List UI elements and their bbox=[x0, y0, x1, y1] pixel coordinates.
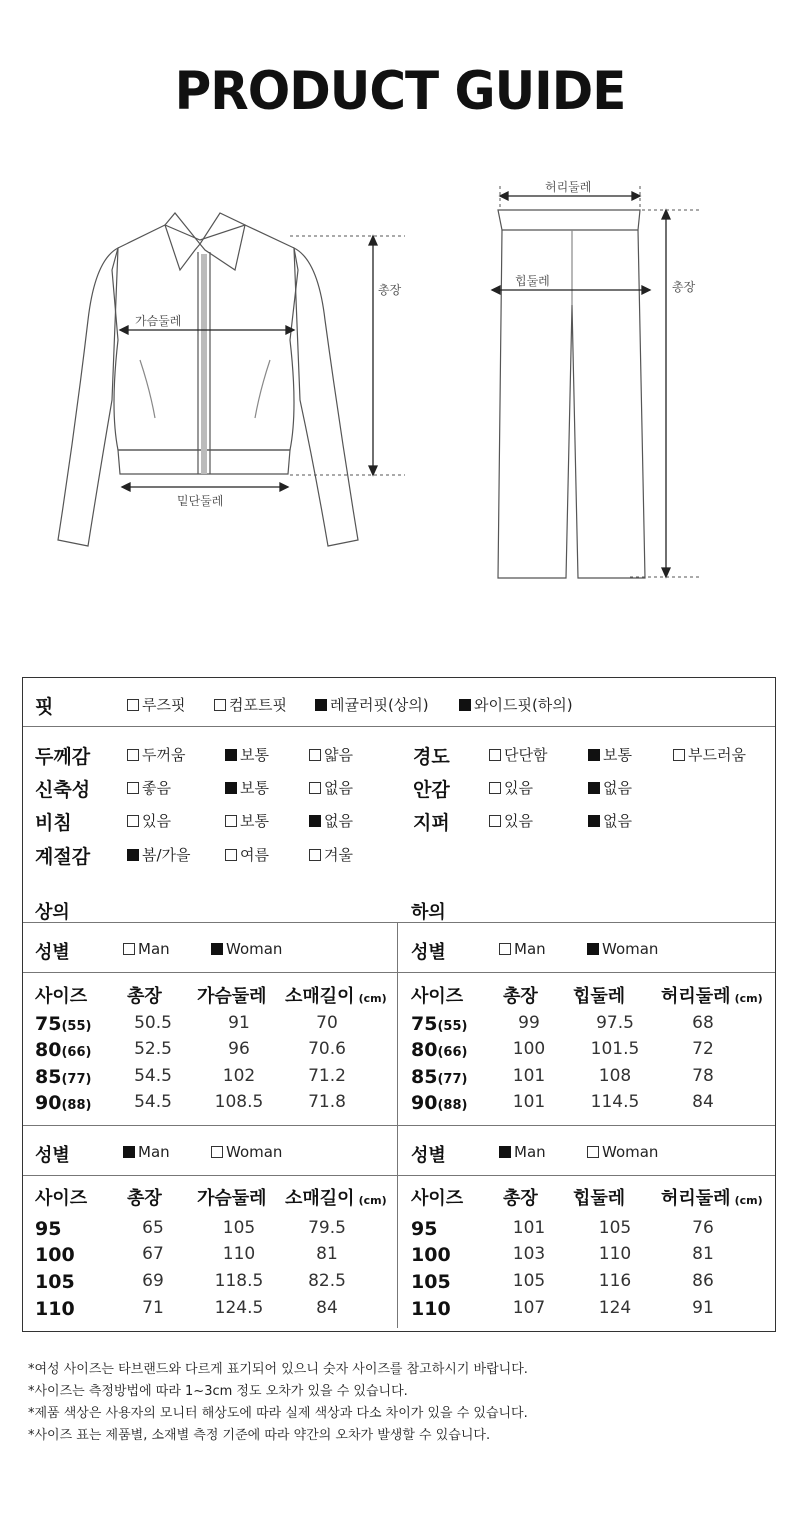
bottom-hip-label: 힙둘레 bbox=[515, 274, 550, 288]
option-text: Woman bbox=[226, 1143, 283, 1161]
column-header bbox=[197, 982, 267, 1008]
table-cell: 71 bbox=[142, 1298, 164, 1318]
property-option bbox=[489, 744, 547, 765]
fit-option bbox=[459, 694, 573, 715]
size-value: 90 bbox=[411, 1092, 438, 1114]
size-sub: (88) bbox=[437, 1098, 468, 1113]
table-cell: 84 bbox=[692, 1092, 714, 1112]
empty-box-icon bbox=[225, 849, 237, 861]
header-text: 허리둘레 bbox=[661, 986, 731, 1007]
gender-option bbox=[123, 940, 170, 958]
size-guide-table bbox=[22, 677, 776, 1332]
table-cell: 110 bbox=[222, 1244, 256, 1264]
option-text: 보통 bbox=[240, 746, 269, 764]
size-label bbox=[35, 1013, 91, 1035]
table-cell: 101 bbox=[512, 1066, 546, 1086]
gender-option bbox=[587, 940, 658, 958]
table-cell: 50.5 bbox=[134, 1013, 172, 1033]
gender-option bbox=[499, 1143, 546, 1161]
top-length-label: 총장 bbox=[378, 283, 402, 297]
property-option bbox=[127, 810, 171, 831]
option-text: 여름 bbox=[240, 846, 269, 864]
option-text: 얇음 bbox=[324, 746, 353, 764]
note-line: *제품 색상은 사용자의 모니터 해상도에 따라 실제 색상과 다소 차이가 있을 수 있습니다. bbox=[28, 1406, 528, 1421]
empty-box-icon bbox=[123, 943, 135, 955]
size-value: 75 bbox=[411, 1013, 438, 1035]
gender-option bbox=[123, 1143, 170, 1161]
option-text: 루즈핏 bbox=[142, 696, 186, 714]
checked-box-icon bbox=[225, 782, 237, 794]
option-text: 있음 bbox=[504, 779, 533, 797]
column-header bbox=[661, 1184, 763, 1210]
table-cell: 81 bbox=[692, 1244, 714, 1264]
header-text: 총장 bbox=[127, 986, 162, 1007]
gender-option bbox=[587, 1143, 658, 1161]
gender-option bbox=[211, 1143, 282, 1161]
table-cell: 70.6 bbox=[308, 1039, 346, 1059]
empty-box-icon bbox=[127, 815, 139, 827]
property-option bbox=[309, 844, 353, 865]
property-option bbox=[127, 744, 185, 765]
option-text: Woman bbox=[602, 940, 659, 958]
empty-box-icon bbox=[309, 749, 321, 761]
empty-box-icon bbox=[127, 782, 139, 794]
option-text: 없음 bbox=[603, 812, 632, 830]
option-text: 겨울 bbox=[324, 846, 353, 864]
size-label bbox=[411, 1298, 451, 1320]
fit-option bbox=[214, 694, 287, 715]
size-label bbox=[411, 1066, 467, 1088]
header-text: 소매길이 bbox=[285, 1188, 355, 1209]
size-value: 100 bbox=[411, 1244, 451, 1266]
size-label bbox=[411, 1092, 467, 1114]
property-label: 경도 bbox=[413, 746, 450, 768]
size-sub: (77) bbox=[437, 1072, 468, 1087]
table-cell: 99 bbox=[518, 1013, 540, 1033]
empty-box-icon bbox=[211, 1146, 223, 1158]
option-text: Woman bbox=[602, 1143, 659, 1161]
table-cell: 100 bbox=[512, 1039, 546, 1059]
size-label bbox=[35, 1092, 91, 1114]
table-cell: 105 bbox=[598, 1218, 632, 1238]
size-sub: (66) bbox=[437, 1045, 468, 1060]
table-cell: 102 bbox=[222, 1066, 256, 1086]
size-value: 80 bbox=[35, 1039, 62, 1061]
empty-box-icon bbox=[225, 815, 237, 827]
table-cell: 103 bbox=[512, 1244, 546, 1264]
column-header bbox=[503, 1184, 538, 1210]
gender-option bbox=[499, 940, 546, 958]
gender-label: 성별 bbox=[35, 942, 70, 963]
header-text: 총장 bbox=[503, 1188, 538, 1209]
checked-box-icon bbox=[225, 749, 237, 761]
property-label: 지퍼 bbox=[413, 812, 450, 834]
table-cell: 52.5 bbox=[134, 1039, 172, 1059]
empty-box-icon bbox=[127, 699, 139, 711]
column-header bbox=[411, 982, 463, 1008]
table-cell: 81 bbox=[316, 1244, 338, 1264]
table-cell: 67 bbox=[142, 1244, 164, 1264]
bottom-waist-label: 허리둘레 bbox=[545, 180, 592, 194]
option-text: 없음 bbox=[324, 812, 353, 830]
note-line: *사이즈 표는 제품별, 소재별 측정 기준에 따라 약간의 오차가 발생할 수 있습니다. bbox=[28, 1428, 491, 1443]
header-text: 가슴둘레 bbox=[197, 986, 267, 1007]
top-hem-label: 밑단둘레 bbox=[177, 494, 224, 508]
table-cell: 79.5 bbox=[308, 1218, 346, 1238]
bottom-section-title: 하의 bbox=[411, 902, 446, 923]
table-cell: 91 bbox=[228, 1013, 250, 1033]
option-text: 봄/가을 bbox=[142, 846, 191, 864]
table-cell: 107 bbox=[512, 1298, 546, 1318]
table-cell: 82.5 bbox=[308, 1271, 346, 1291]
option-text: Man bbox=[138, 940, 170, 958]
column-header bbox=[503, 982, 538, 1008]
table-cell: 72 bbox=[692, 1039, 714, 1059]
column-header bbox=[197, 1184, 267, 1210]
column-header bbox=[573, 1184, 625, 1210]
property-option bbox=[127, 844, 191, 865]
size-label bbox=[35, 1298, 75, 1320]
size-label bbox=[411, 1218, 437, 1240]
option-text: 좋음 bbox=[142, 779, 171, 797]
gender-label: 성별 bbox=[411, 942, 446, 963]
gender-label: 성별 bbox=[35, 1145, 70, 1166]
empty-box-icon bbox=[309, 849, 321, 861]
size-sub: (77) bbox=[61, 1072, 92, 1087]
size-value: 105 bbox=[35, 1271, 75, 1293]
column-header bbox=[411, 1184, 463, 1210]
header-text: 총장 bbox=[503, 986, 538, 1007]
size-label bbox=[411, 1244, 451, 1266]
empty-box-icon bbox=[489, 815, 501, 827]
size-value: 85 bbox=[411, 1066, 438, 1088]
unit-label: (cm) bbox=[358, 992, 387, 1005]
table-cell: 84 bbox=[316, 1298, 338, 1318]
header-text: 사이즈 bbox=[411, 986, 464, 1007]
size-value: 90 bbox=[35, 1092, 62, 1114]
empty-box-icon bbox=[673, 749, 685, 761]
empty-box-icon bbox=[127, 749, 139, 761]
note-line: *사이즈는 측정방법에 따라 1~3cm 정도 오차가 있을 수 있습니다. bbox=[28, 1384, 408, 1399]
unit-label: (cm) bbox=[734, 1194, 763, 1207]
checked-box-icon bbox=[309, 815, 321, 827]
property-option bbox=[489, 777, 533, 798]
option-text: 단단함 bbox=[504, 746, 548, 764]
property-option bbox=[309, 744, 353, 765]
table-cell: 71.2 bbox=[308, 1066, 346, 1086]
checked-box-icon bbox=[315, 699, 327, 711]
table-cell: 65 bbox=[142, 1218, 164, 1238]
property-label: 두께감 bbox=[35, 746, 91, 768]
column-header bbox=[35, 1184, 87, 1210]
property-option bbox=[309, 810, 353, 831]
option-text: 보통 bbox=[240, 779, 269, 797]
column-header bbox=[573, 982, 625, 1008]
note-line: *여성 사이즈는 타브랜드와 다르게 표기되어 있으니 숫자 사이즈를 참고하시기 바랍니다. bbox=[28, 1362, 528, 1377]
option-text: 보통 bbox=[240, 812, 269, 830]
option-text: 없음 bbox=[324, 779, 353, 797]
table-cell: 105 bbox=[222, 1218, 256, 1238]
header-text: 힙둘레 bbox=[573, 986, 626, 1007]
option-text: 있음 bbox=[142, 812, 171, 830]
table-cell: 110 bbox=[598, 1244, 632, 1264]
size-sub: (55) bbox=[61, 1019, 92, 1034]
table-cell: 105 bbox=[512, 1271, 546, 1291]
checked-box-icon bbox=[588, 782, 600, 794]
empty-box-icon bbox=[587, 1146, 599, 1158]
option-text: 와이드핏(하의) bbox=[474, 696, 573, 714]
option-text: 컴포트핏 bbox=[229, 696, 287, 714]
table-cell: 101.5 bbox=[590, 1039, 640, 1059]
size-value: 110 bbox=[411, 1298, 451, 1320]
unit-label: (cm) bbox=[734, 992, 763, 1005]
size-sub: (66) bbox=[61, 1045, 92, 1060]
header-text: 사이즈 bbox=[35, 986, 88, 1007]
checked-box-icon bbox=[499, 1146, 511, 1158]
checked-box-icon bbox=[127, 849, 139, 861]
header-text: 소매길이 bbox=[285, 986, 355, 1007]
option-text: Man bbox=[514, 940, 546, 958]
checked-box-icon bbox=[123, 1146, 135, 1158]
gender-option bbox=[211, 940, 282, 958]
column-header bbox=[285, 982, 387, 1008]
empty-box-icon bbox=[489, 782, 501, 794]
property-option bbox=[225, 810, 269, 831]
checked-box-icon bbox=[211, 943, 223, 955]
top-chest-label: 가슴둘레 bbox=[135, 314, 182, 328]
column-header bbox=[127, 982, 162, 1008]
size-value: 80 bbox=[411, 1039, 438, 1061]
size-value: 100 bbox=[35, 1244, 75, 1266]
size-value: 75 bbox=[35, 1013, 62, 1035]
header-text: 사이즈 bbox=[411, 1188, 464, 1209]
size-sub: (55) bbox=[437, 1019, 468, 1034]
top-section-title: 상의 bbox=[35, 902, 70, 923]
property-label: 비침 bbox=[35, 812, 72, 834]
property-label: 계절감 bbox=[35, 846, 91, 868]
page-title: PRODUCT GUIDE bbox=[174, 60, 626, 122]
size-label bbox=[35, 1244, 75, 1266]
header-text: 총장 bbox=[127, 1188, 162, 1209]
property-label: 신축성 bbox=[35, 779, 91, 801]
option-text: 레귤러핏(상의) bbox=[330, 696, 429, 714]
size-value: 110 bbox=[35, 1298, 75, 1320]
property-option bbox=[588, 810, 632, 831]
column-header bbox=[35, 982, 87, 1008]
header-text: 허리둘레 bbox=[661, 1188, 731, 1209]
size-label bbox=[35, 1066, 91, 1088]
size-value: 95 bbox=[411, 1218, 438, 1240]
option-text: 없음 bbox=[603, 779, 632, 797]
size-label bbox=[411, 1013, 467, 1035]
size-label bbox=[35, 1271, 75, 1293]
table-cell: 78 bbox=[692, 1066, 714, 1086]
option-text: 보통 bbox=[603, 746, 632, 764]
option-text: Man bbox=[514, 1143, 546, 1161]
property-option bbox=[127, 777, 171, 798]
property-option bbox=[588, 744, 632, 765]
table-cell: 86 bbox=[692, 1271, 714, 1291]
option-text: 부드러움 bbox=[688, 746, 746, 764]
property-option bbox=[673, 744, 746, 765]
header-text: 사이즈 bbox=[35, 1188, 88, 1209]
fit-option bbox=[315, 694, 429, 715]
property-option bbox=[225, 744, 269, 765]
size-value: 85 bbox=[35, 1066, 62, 1088]
property-option bbox=[309, 777, 353, 798]
gender-label: 성별 bbox=[411, 1145, 446, 1166]
header-text: 힙둘레 bbox=[573, 1188, 626, 1209]
empty-box-icon bbox=[499, 943, 511, 955]
fit-label: 핏 bbox=[35, 696, 54, 718]
property-option bbox=[225, 844, 269, 865]
table-cell: 114.5 bbox=[590, 1092, 640, 1112]
table-cell: 124.5 bbox=[214, 1298, 264, 1318]
table-cell: 101 bbox=[512, 1092, 546, 1112]
table-cell: 69 bbox=[142, 1271, 164, 1291]
empty-box-icon bbox=[489, 749, 501, 761]
property-option bbox=[489, 810, 533, 831]
size-label bbox=[35, 1218, 61, 1240]
empty-box-icon bbox=[309, 782, 321, 794]
unit-label: (cm) bbox=[358, 1194, 387, 1207]
table-cell: 54.5 bbox=[134, 1092, 172, 1112]
option-text: Man bbox=[138, 1143, 170, 1161]
size-label bbox=[35, 1039, 91, 1061]
column-header bbox=[285, 1184, 387, 1210]
table-cell: 54.5 bbox=[134, 1066, 172, 1086]
column-header bbox=[127, 1184, 162, 1210]
checked-box-icon bbox=[587, 943, 599, 955]
bottom-length-label: 총장 bbox=[672, 280, 696, 294]
checked-box-icon bbox=[588, 815, 600, 827]
size-value: 95 bbox=[35, 1218, 62, 1240]
size-value: 105 bbox=[411, 1271, 451, 1293]
property-option bbox=[225, 777, 269, 798]
column-header bbox=[661, 982, 763, 1008]
table-cell: 101 bbox=[512, 1218, 546, 1238]
property-option bbox=[588, 777, 632, 798]
header-text: 가슴둘레 bbox=[197, 1188, 267, 1209]
table-cell: 116 bbox=[598, 1271, 632, 1291]
table-cell: 76 bbox=[692, 1218, 714, 1238]
checked-box-icon bbox=[588, 749, 600, 761]
table-cell: 118.5 bbox=[214, 1271, 264, 1291]
table-cell: 108.5 bbox=[214, 1092, 264, 1112]
table-cell: 70 bbox=[316, 1013, 338, 1033]
table-cell: 124 bbox=[598, 1298, 632, 1318]
size-label bbox=[411, 1271, 451, 1293]
checked-box-icon bbox=[459, 699, 471, 711]
size-label bbox=[411, 1039, 467, 1061]
table-cell: 108 bbox=[598, 1066, 632, 1086]
fit-option bbox=[127, 694, 185, 715]
table-cell: 97.5 bbox=[596, 1013, 634, 1033]
table-cell: 96 bbox=[228, 1039, 250, 1059]
empty-box-icon bbox=[214, 699, 226, 711]
pants-diagram bbox=[440, 170, 720, 590]
property-label: 안감 bbox=[413, 779, 450, 801]
option-text: 있음 bbox=[504, 812, 533, 830]
size-sub: (88) bbox=[61, 1098, 92, 1113]
table-cell: 91 bbox=[692, 1298, 714, 1318]
option-text: Woman bbox=[226, 940, 283, 958]
option-text: 두꺼움 bbox=[142, 746, 186, 764]
table-cell: 71.8 bbox=[308, 1092, 346, 1112]
table-cell: 68 bbox=[692, 1013, 714, 1033]
